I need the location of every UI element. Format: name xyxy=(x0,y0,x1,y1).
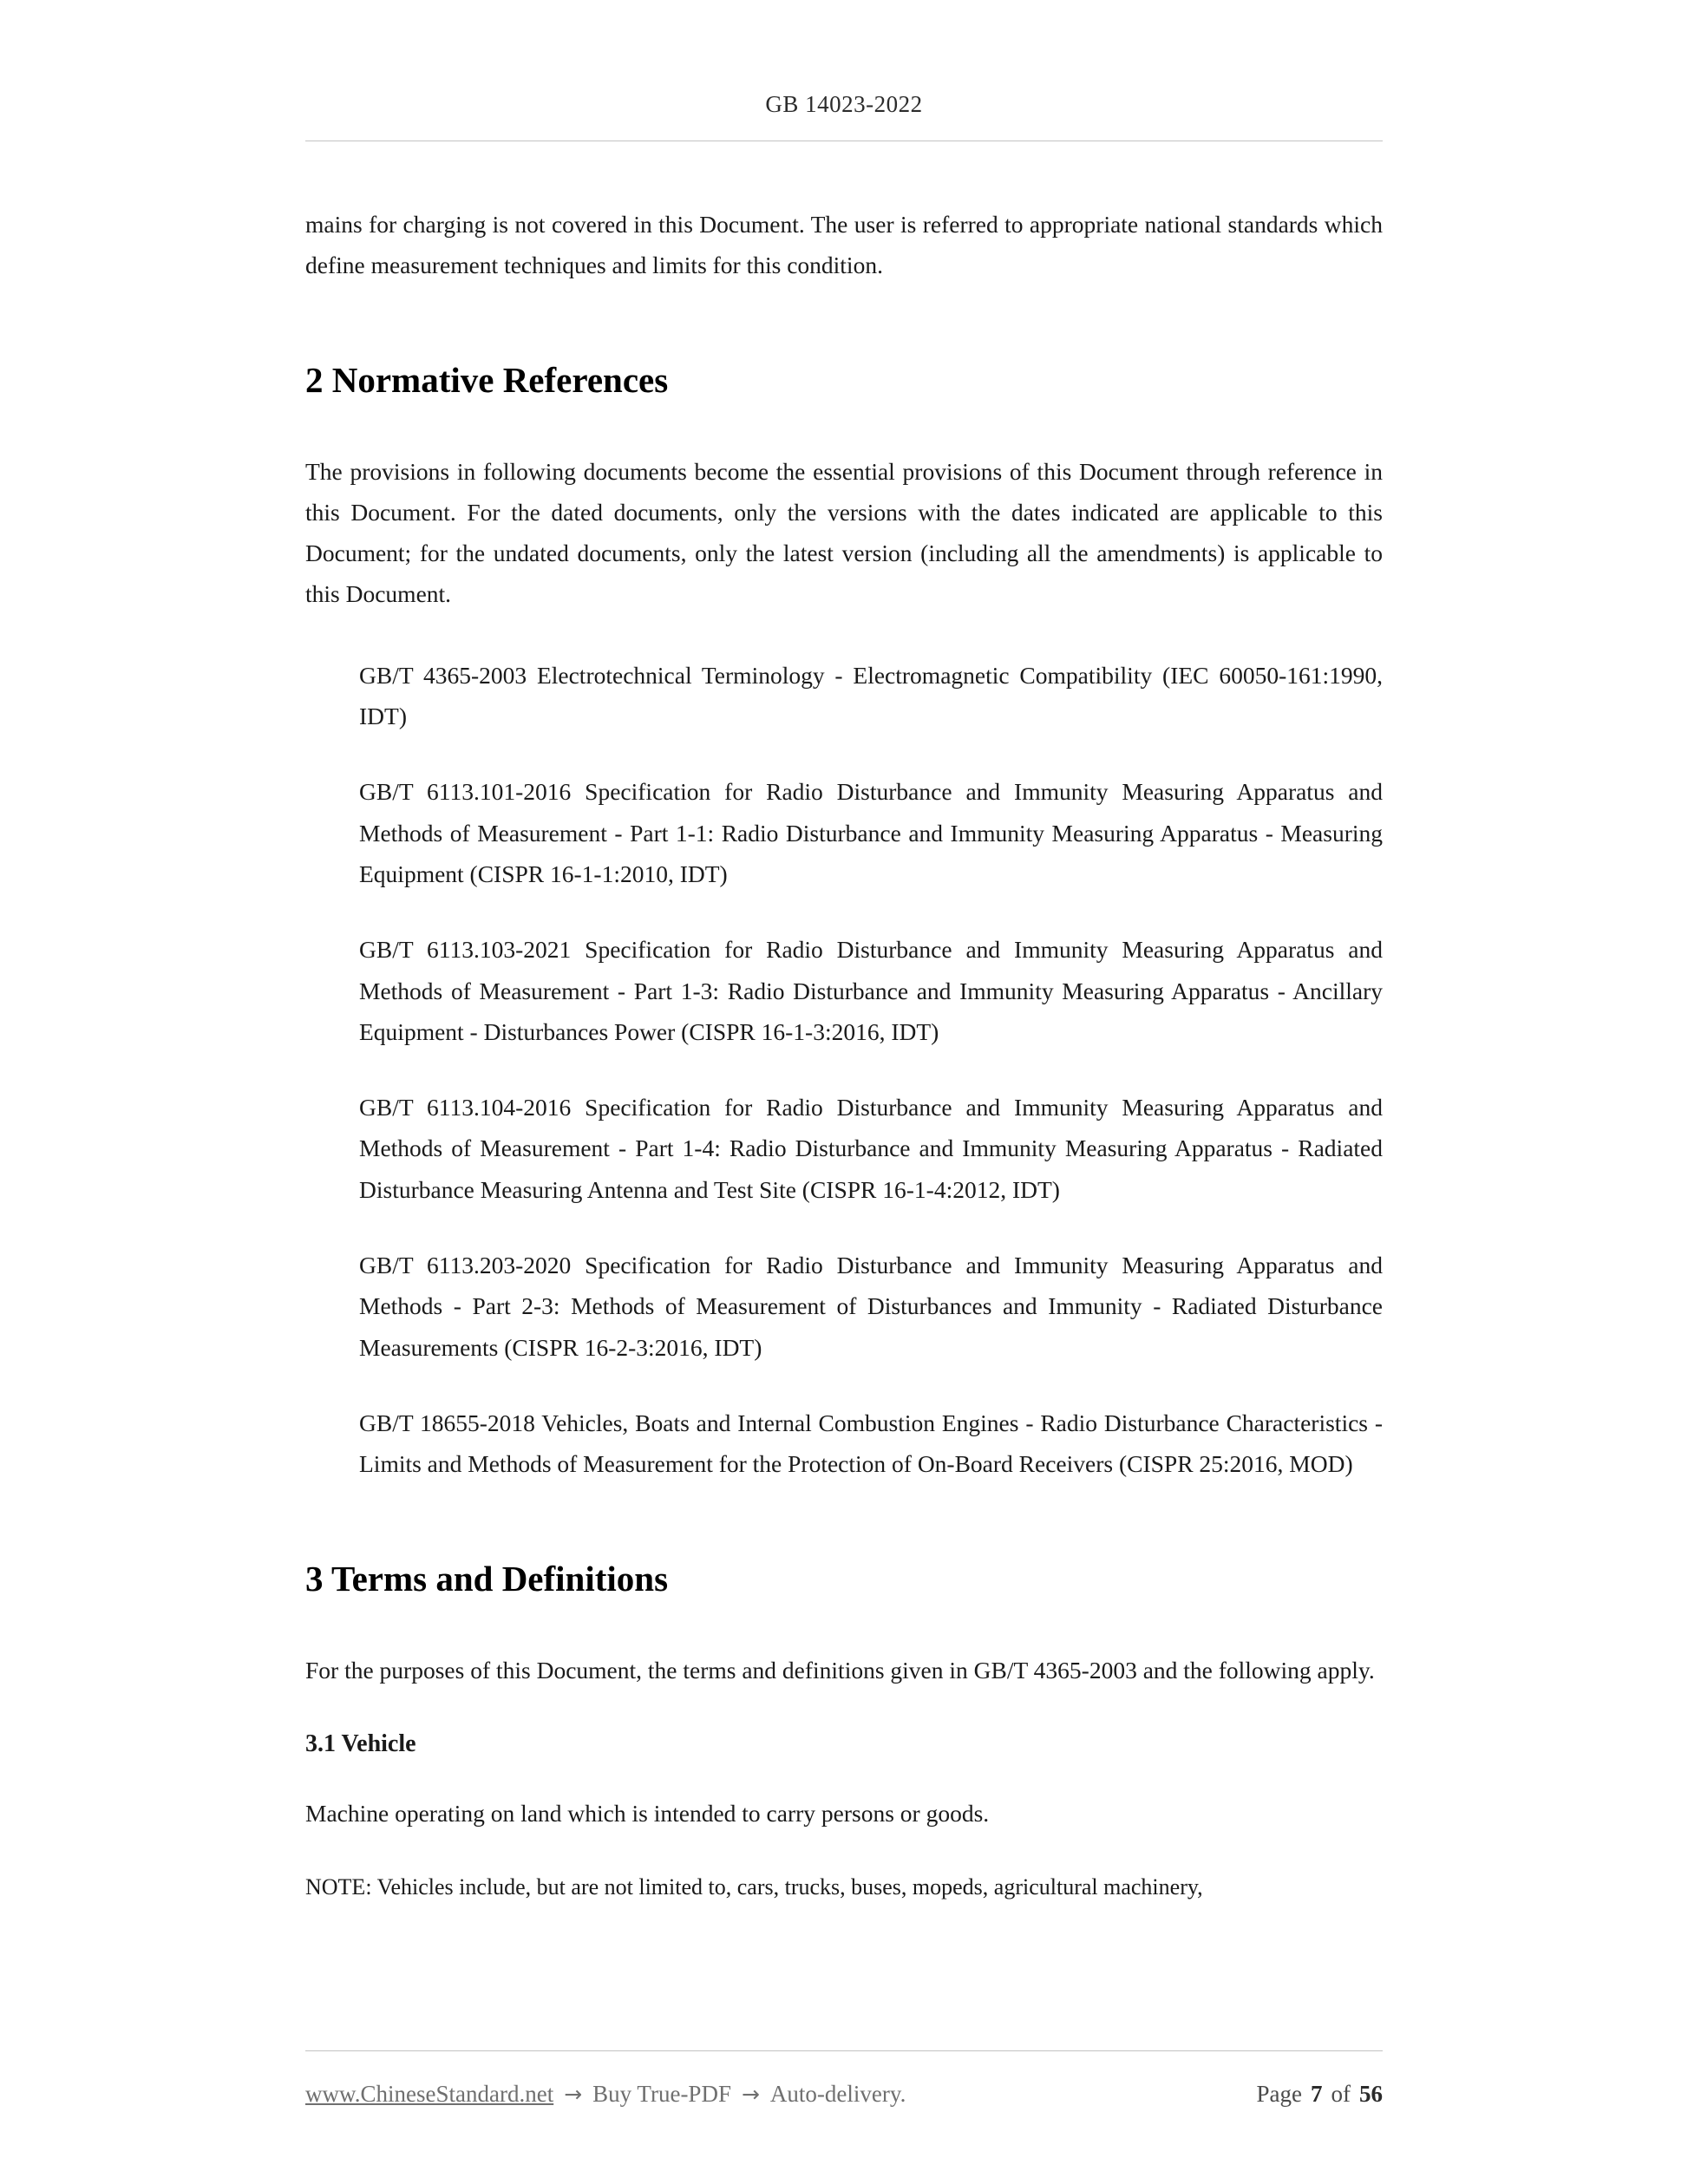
section-2-heading: 2 Normative References xyxy=(305,359,669,400)
auto-delivery-label: Auto-delivery. xyxy=(769,2081,906,2107)
page-label: Page xyxy=(1256,2081,1302,2107)
reference-item: GB/T 6113.104-2016 Specification for Radio Disturbance and Immunity Measuring Apparatus and Methods of Measurement - Part 1-4: Radio Disturbance and Immunity Measuring Apparatus - Radiated Disturbance Measuring Antenna and Test Site (CISPR 16-1-4:2012, IDT) xyxy=(359,1094,1383,1203)
term-3-1-definition: Machine operating on land which is intended to carry persons or goods. xyxy=(305,1799,990,1827)
current-page-number: 7 xyxy=(1311,2081,1323,2107)
normative-references-list xyxy=(305,655,1383,1485)
page-number-indicator xyxy=(1257,2081,1383,2108)
page-footer xyxy=(305,2050,1383,2108)
reference-item: GB/T 4365-2003 Electrotechnical Terminology - Electromagnetic Compatibility (IEC 60050-161:1990, IDT) xyxy=(359,661,1383,730)
of-label: of xyxy=(1331,2081,1351,2107)
page-content xyxy=(305,0,1383,1907)
arrow-icon: → xyxy=(564,2082,583,2107)
reference-item: GB/T 18655-2018 Vehicles, Boats and Internal Combustion Engines - Radio Disturbance Characteristics - Limits and Methods of Measurement for the Protection of On-Board Receivers (CISPR 25:2016, MOD) xyxy=(359,1409,1383,1478)
page-header xyxy=(305,0,1383,141)
term-3-1-heading: 3.1 Vehicle xyxy=(305,1730,416,1757)
section-2-paragraph: The provisions in following documents become the essential provisions of this Document through reference in this Document. For the dated documents, only the versions with the dates indicated are applicable to this Document; for the undated documents, only the latest version (including all the amendments) is applicable to this Document. xyxy=(305,457,1383,608)
reference-item: GB/T 6113.203-2020 Specification for Radio Disturbance and Immunity Measuring Apparatus and Methods - Part 2-3: Methods of Measurement of Disturbances and Immunity - Radiated Disturbance Measurements (CISPR 16-2-3:2016, IDT) xyxy=(359,1252,1383,1361)
buy-true-pdf-label: Buy True-PDF xyxy=(592,2081,731,2107)
section-3-heading: 3 Terms and Definitions xyxy=(305,1558,669,1599)
intro-paragraph: mains for charging is not covered in this Document. The user is referred to appropriate national standards which define measurement techniques and limits for this condition. xyxy=(305,211,1383,279)
section-3-paragraph: For the purposes of this Document, the terms and definitions given in GB/T 4365-2003 and the following apply. xyxy=(305,1656,1375,1684)
document-number: GB 14023-2022 xyxy=(765,91,923,117)
document-body xyxy=(305,141,1383,1907)
footer-source-line xyxy=(305,2081,906,2108)
reference-item: GB/T 6113.101-2016 Specification for Radio Disturbance and Immunity Measuring Apparatus and Methods of Measurement - Part 1-1: Radio Disturbance and Immunity Measuring Apparatus - Measuring Equipment (CISPR 16-1-1:2010, IDT) xyxy=(359,778,1383,887)
chinesestandard-link[interactable]: www.ChineseStandard.net xyxy=(305,2081,554,2107)
arrow-icon: → xyxy=(741,2082,760,2107)
reference-item: GB/T 6113.103-2021 Specification for Radio Disturbance and Immunity Measuring Apparatus and Methods of Measurement - Part 1-3: Radio Disturbance and Immunity Measuring Apparatus - Ancillary Equipment - Disturbances Power (CISPR 16-1-3:2016, IDT) xyxy=(359,936,1383,1045)
total-page-count: 56 xyxy=(1359,2081,1383,2107)
term-3-1-note: NOTE: Vehicles include, but are not limited to, cars, trucks, buses, mopeds, agricultural machinery, xyxy=(305,1874,1203,1900)
